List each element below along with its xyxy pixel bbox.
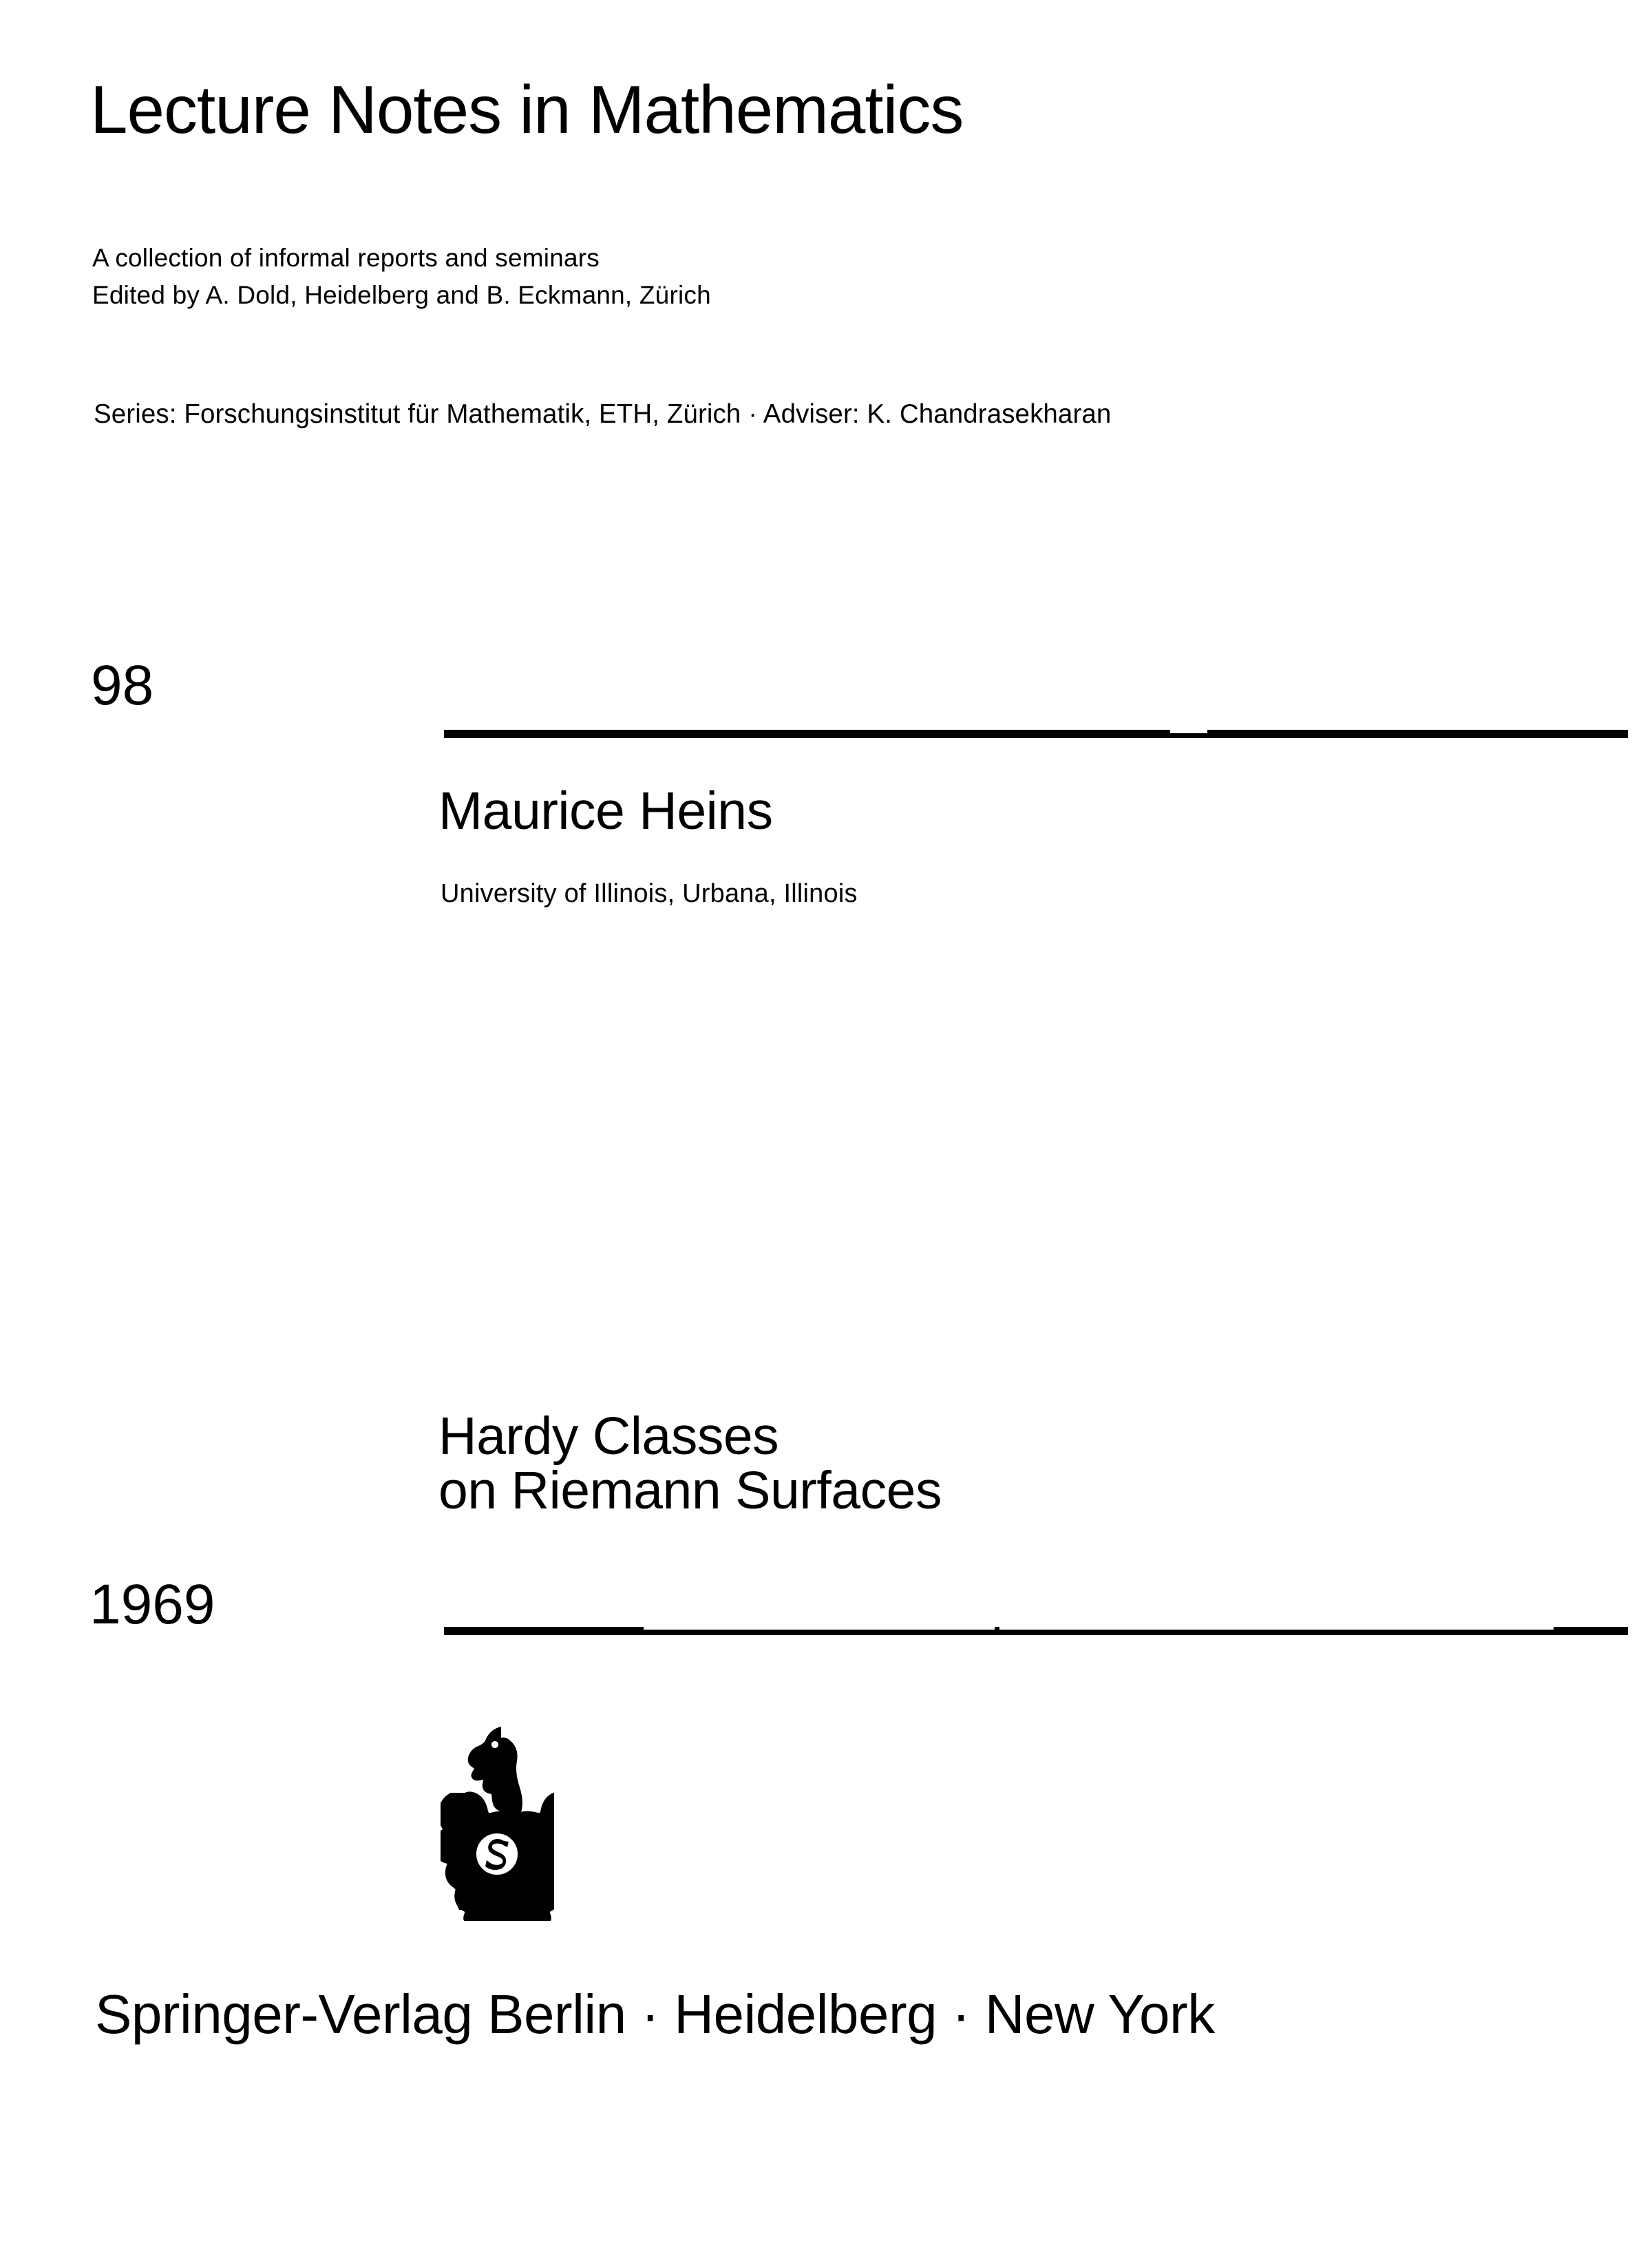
series-subtitle-line-1: A collection of informal reports and seminars xyxy=(92,244,600,272)
book-title-line-1: Hardy Classes xyxy=(438,1407,779,1466)
author-affiliation: University of Illinois, Urbana, Illinois xyxy=(441,879,858,908)
series-institute-adviser-line: Series: Forschungsinstitut für Mathematik, ETH, Zürich · Adviser: K. Chandrasekharan xyxy=(94,399,1112,429)
series-title: Lecture Notes in Mathematics xyxy=(90,72,964,147)
divider-rule-top xyxy=(444,730,1628,738)
divider-rule-bottom-notch-1 xyxy=(644,1627,995,1630)
volume-number: 98 xyxy=(91,654,154,717)
publication-year: 1969 xyxy=(89,1573,215,1636)
series-subtitle-block xyxy=(92,240,711,313)
divider-rule-bottom-notch-2 xyxy=(999,1627,1554,1630)
series-editors-line: Edited by A. Dold, Heidelberg and B. Eckmann, Zürich xyxy=(92,280,711,309)
book-title xyxy=(438,1407,942,1520)
book-title-line-2: on Riemann Surfaces xyxy=(438,1460,942,1520)
publisher-imprint: Springer-Verlag Berlin · Heidelberg · New York xyxy=(95,1983,1215,2045)
author-name: Maurice Heins xyxy=(438,781,773,841)
springer-knight-logo-icon xyxy=(441,1721,554,1921)
divider-rule-top-notch xyxy=(1170,730,1207,733)
